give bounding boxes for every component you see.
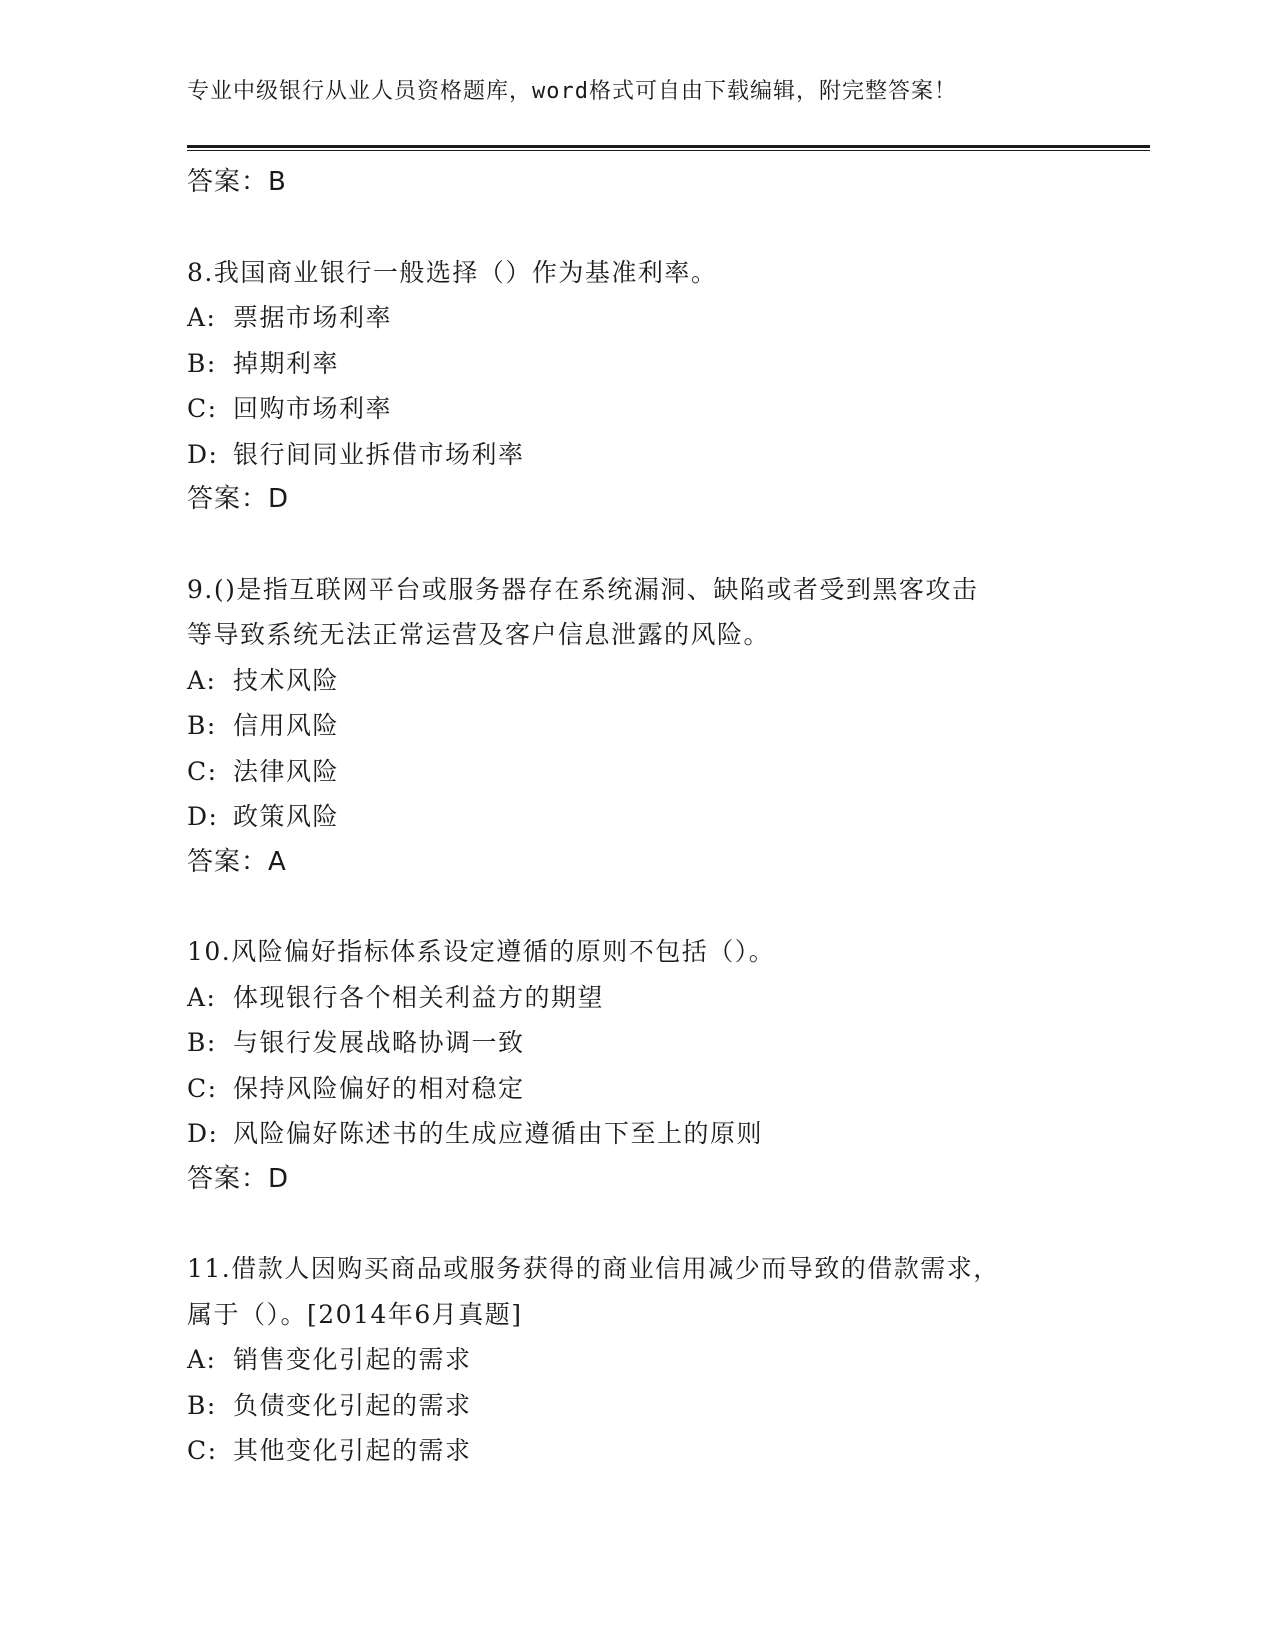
option-letter: B: [187, 1390, 217, 1420]
option-letter: C: [187, 1073, 218, 1103]
option-letter: A: [187, 982, 217, 1012]
option-letter: C: [187, 394, 218, 423]
option-letter: D: [187, 802, 219, 831]
question-spacer [187, 885, 1087, 929]
answer-option [187, 1020, 1087, 1066]
answer-option [187, 658, 1087, 704]
question-list [187, 160, 1087, 1474]
answer-option [187, 1111, 1087, 1157]
answer-line: 答案：D [187, 1163, 290, 1194]
answer-option [187, 1383, 1087, 1429]
header-rule-thick [187, 145, 1150, 148]
option-letter: B: [187, 711, 217, 740]
answer-option [187, 295, 1087, 341]
option-letter: D: [187, 1119, 219, 1148]
option-letter: A: [187, 1345, 217, 1374]
answer-line: 答案：B [187, 167, 287, 197]
option-text: 负债变化引起的需求 [233, 1390, 472, 1420]
answer-option [187, 386, 1087, 432]
question-text: 属于（）。[2014年6月真题] [187, 1299, 523, 1329]
option-letter: A: [187, 665, 217, 695]
option-text: 保持风险偏好的相对稳定 [233, 1073, 525, 1103]
answer-option [187, 1428, 1087, 1474]
page-header: 专业中级银行从业人员资格题库，word格式可自由下载编辑，附完整答案！ [187, 79, 957, 104]
option-text: 掉期利率 [233, 348, 340, 378]
option-letter: D: [187, 439, 219, 469]
answer-option [187, 975, 1087, 1021]
question-spacer [187, 206, 1087, 250]
question-spacer [187, 523, 1087, 567]
option-text: 其他变化引起的需求 [233, 1436, 472, 1465]
question-text: 9.()是指互联网平台或服务器存在系统漏洞、缺陷或者受到黑客攻击 [187, 574, 979, 604]
question-text: 11.借款人因购买商品或服务获得的商业信用减少而导致的借款需求， [187, 1254, 1000, 1283]
header-rule-thin [187, 150, 1150, 151]
option-text: 技术风险 [233, 665, 340, 695]
option-text: 票据市场利率 [233, 303, 393, 332]
answer-option [187, 749, 1087, 795]
option-text: 风险偏好陈述书的生成应遵循由下至上的原则 [233, 1119, 764, 1148]
option-letter: B: [187, 1028, 217, 1057]
answer-option [187, 794, 1087, 840]
question-text: 等导致系统无法正常运营及客户信息泄露的风险。 [187, 620, 771, 649]
answer-option [187, 432, 1087, 478]
option-text: 法律风险 [233, 756, 340, 786]
answer-option [187, 703, 1087, 749]
answer-option [187, 1337, 1087, 1383]
option-text: 销售变化引起的需求 [233, 1345, 472, 1374]
question-text: 10.风险偏好指标体系设定遵循的原则不包括（）。 [187, 937, 776, 966]
question-text: 8.我国商业银行一般选择（）作为基准利率。 [187, 257, 718, 287]
option-text: 信用风险 [233, 711, 340, 740]
option-letter: C: [187, 756, 218, 786]
option-text: 银行间同业拆借市场利率 [233, 439, 525, 469]
option-text: 回购市场利率 [233, 394, 393, 423]
question-spacer [187, 1202, 1087, 1246]
option-text: 政策风险 [233, 802, 340, 831]
answer-line: 答案：D [187, 484, 290, 514]
option-letter: C: [187, 1436, 218, 1465]
option-letter: B: [187, 348, 217, 378]
answer-option [187, 341, 1087, 387]
option-letter: A: [187, 303, 217, 332]
answer-line: 答案：A [187, 846, 287, 877]
option-text: 体现银行各个相关利益方的期望 [233, 982, 605, 1012]
answer-option [187, 1066, 1087, 1112]
option-text: 与银行发展战略协调一致 [233, 1028, 525, 1057]
